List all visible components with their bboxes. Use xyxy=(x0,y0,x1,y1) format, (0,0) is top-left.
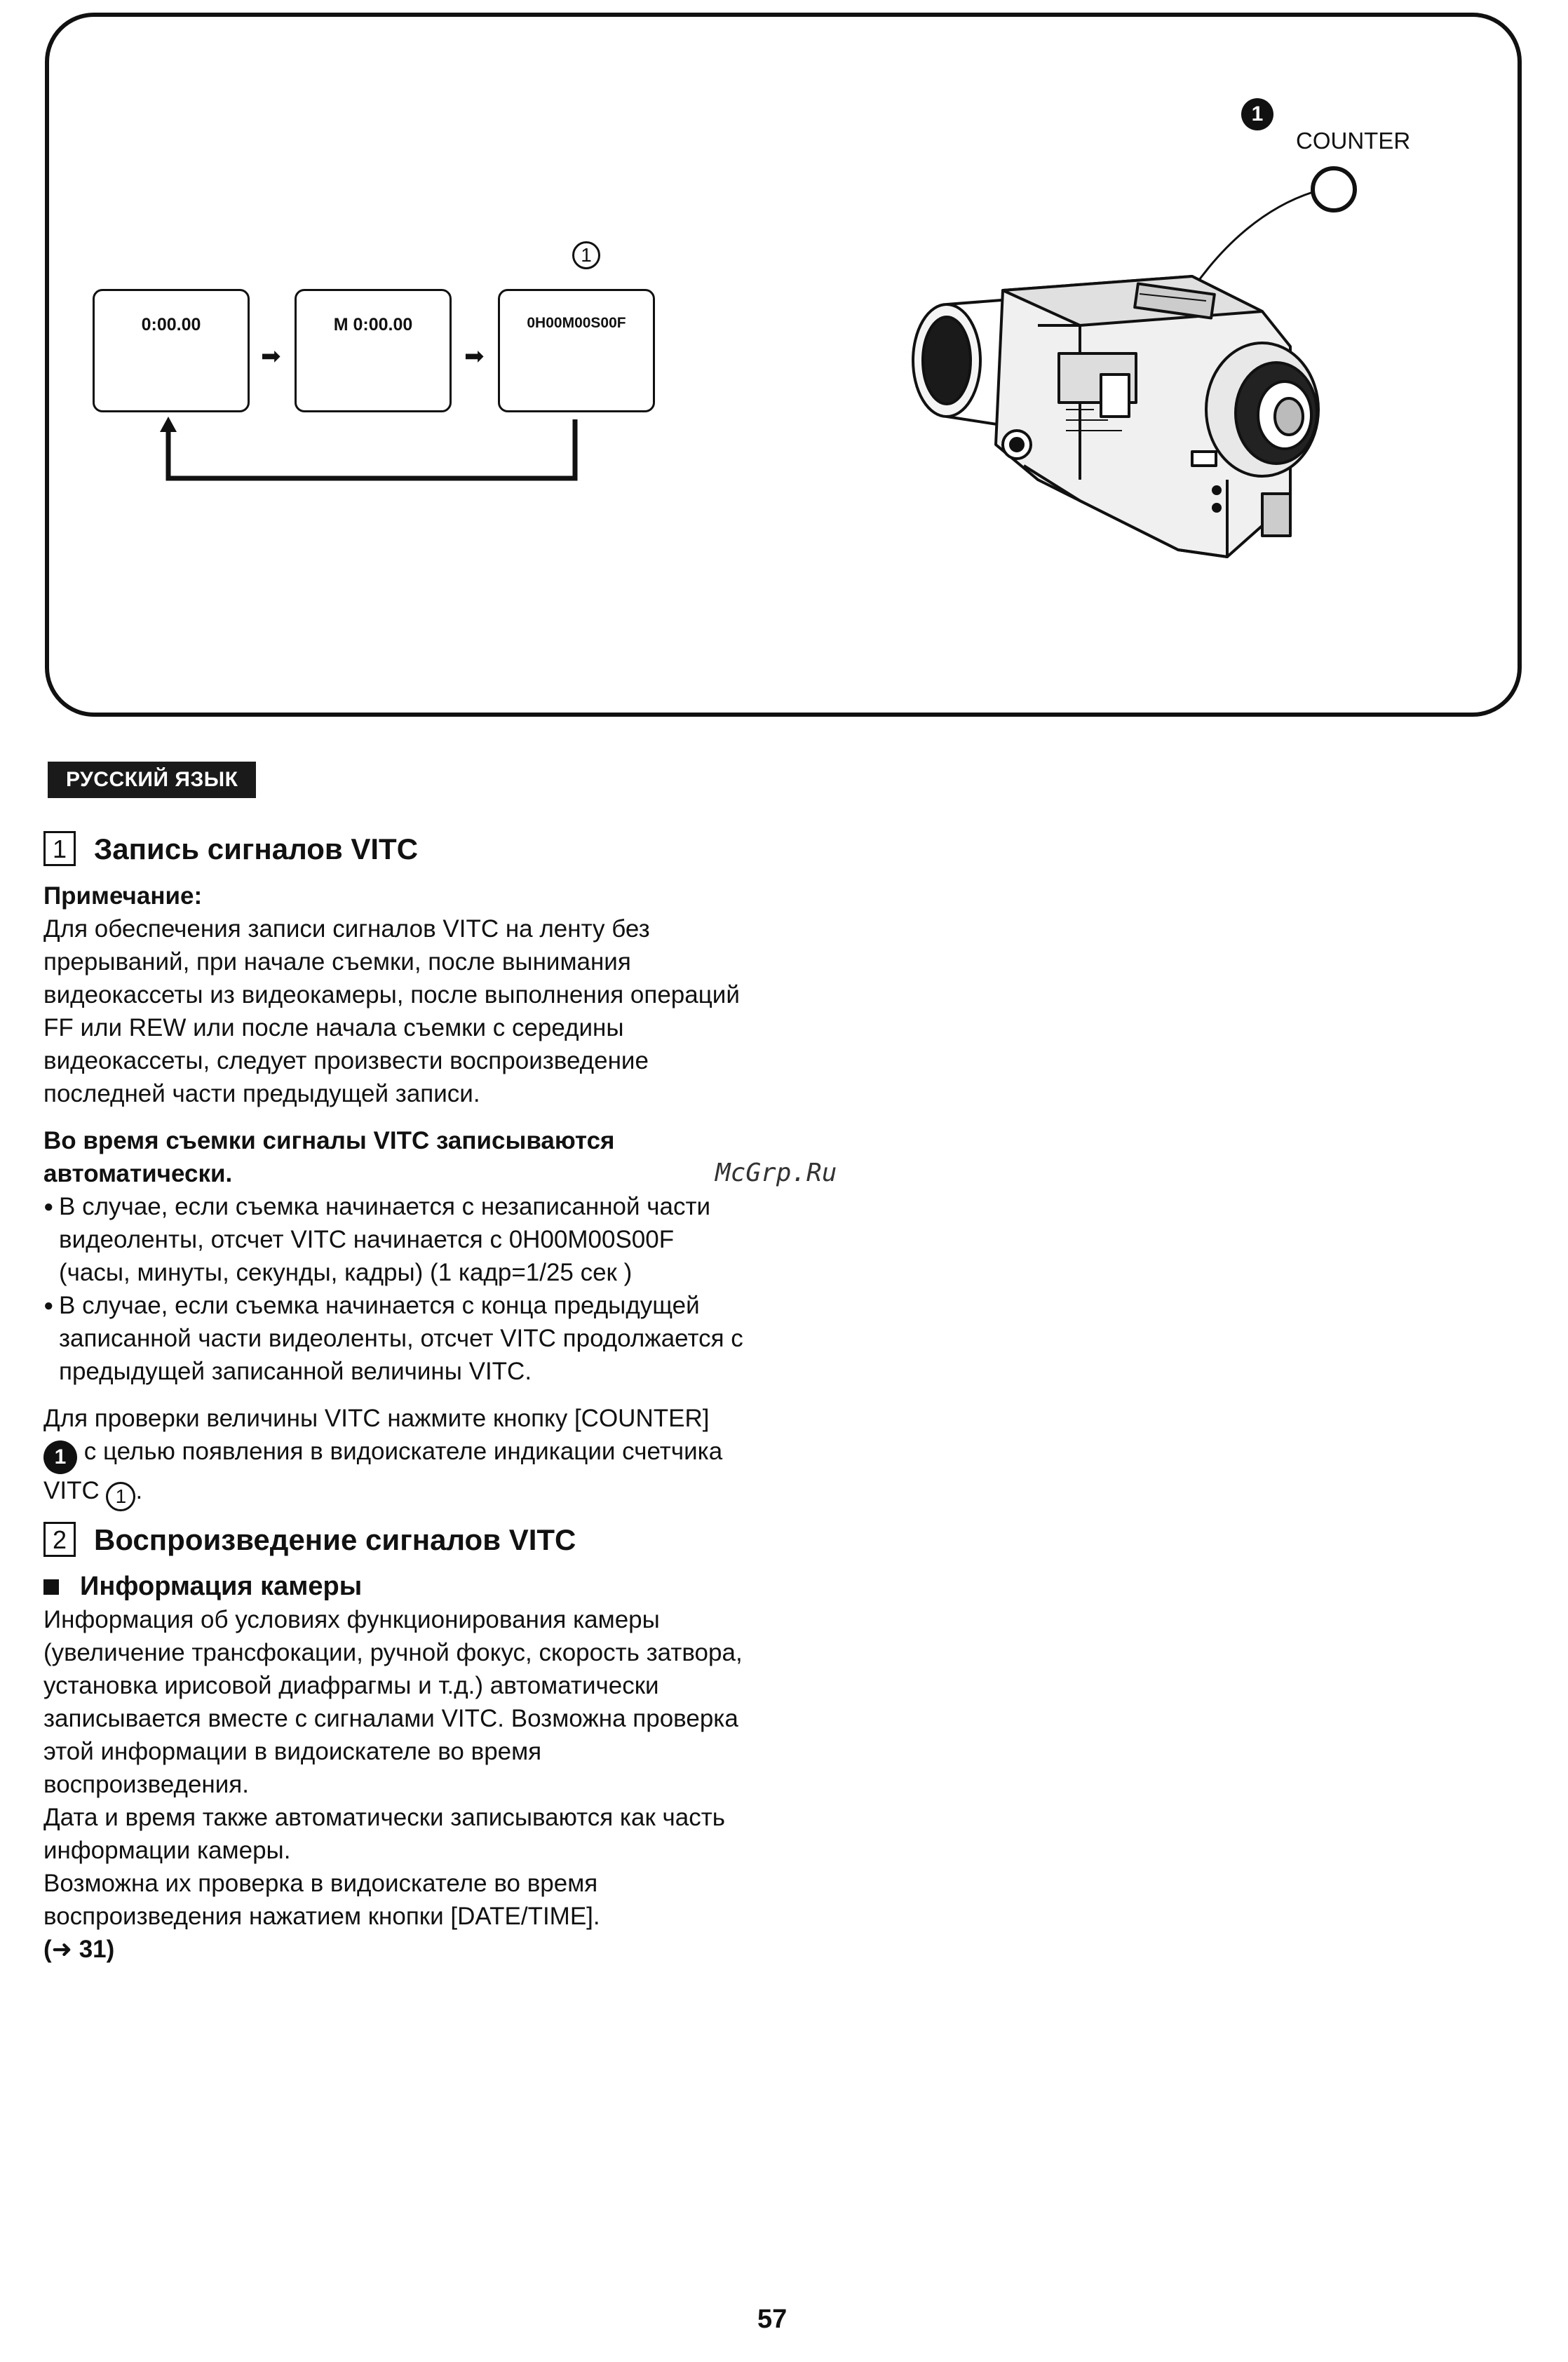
callout-number-badge: 1 xyxy=(1241,98,1273,130)
camcorder-illustration xyxy=(898,269,1346,578)
square-bullet-icon xyxy=(43,1579,59,1595)
date-time-check-text: Возможна их проверка в видоискателе во время воспроизведения нажатием кнопки [DATE/TIME]. xyxy=(43,1870,600,1930)
arrow-right-icon: ➡ xyxy=(261,343,281,370)
section-title: Запись сигналов VITC xyxy=(94,832,419,865)
camera-info-heading: Информация камеры xyxy=(43,1570,745,1603)
language-badge: РУССКИЙ ЯЗЫК xyxy=(48,762,256,798)
page-number: 57 xyxy=(757,2304,788,2334)
callout-number-badge: 1 xyxy=(43,1440,77,1474)
section-title: Воспроизведение сигналов VITC xyxy=(94,1523,576,1556)
counter-label: COUNTER xyxy=(1296,128,1411,154)
section-1-heading xyxy=(43,828,745,870)
date-time-text: Дата и время также автоматически записываются как часть информации камеры. xyxy=(43,1804,725,1864)
viewfinder-screen-3: 0H00M00S00F xyxy=(498,289,655,412)
viewfinder-screen-1: 0:00.00 xyxy=(93,289,250,412)
screen-marker: 1 xyxy=(106,1482,135,1511)
section-number: 2 xyxy=(43,1522,76,1557)
arrow-right-icon: ➡ xyxy=(464,343,485,370)
return-loop-arrow xyxy=(154,414,589,491)
list-item: ● В случае, если съемка начинается с конца предыдущей записанной части видеоленты, отсчет VITC продолжается с предыдущей записанной величины VITC. xyxy=(43,1289,745,1388)
section-number: 1 xyxy=(43,831,76,866)
screen-marker: 1 xyxy=(572,241,600,269)
note-label: Примечание: xyxy=(43,882,203,910)
auto-recording-heading: Во время съемки сигналы VITC записываются автоматически. xyxy=(43,1127,615,1187)
counter-instruction: Для проверки величины VITC нажмите кнопку [COUNTER] 1 с целью появления в видоискателе индикации счетчика VITC 1 . xyxy=(43,1402,745,1511)
page-reference: (➜ 31) xyxy=(43,1936,115,1963)
note-text: Для обеспечения записи сигналов VITC на ленту без прерываний, при начале съемки, после вынимания видеокассеты из видеокамеры, после выполнения операций FF или REW или после начала съемки с середины видеокассеты, следует произвести воспроизведение последней части предыдущей записи. xyxy=(43,915,740,1107)
watermark: McGrp.Ru xyxy=(715,1159,837,1187)
camera-info-text: Информация об условиях функционирования камеры (увеличение трансфокации, ручной фокус, скорость затвора, установка ирисовой диафрагмы и т.д.) автоматически записывается вместе с сигналами VITC. Возможна проверка этой информации в видоискателе во время воспроизведения. xyxy=(43,1606,743,1798)
illustration-frame xyxy=(45,13,1522,717)
main-content xyxy=(43,828,745,1966)
viewfinder-screen-2: M 0:00.00 xyxy=(295,289,452,412)
section-2-heading xyxy=(43,1518,745,1560)
list-item: ● В случае, если съемка начинается с незаписанной части видеоленты, отсчет VITC начинается с 0H00M00S00F (часы, минуты, секунды, кадры) (1 кадр=1/25 сек ) xyxy=(43,1190,745,1289)
